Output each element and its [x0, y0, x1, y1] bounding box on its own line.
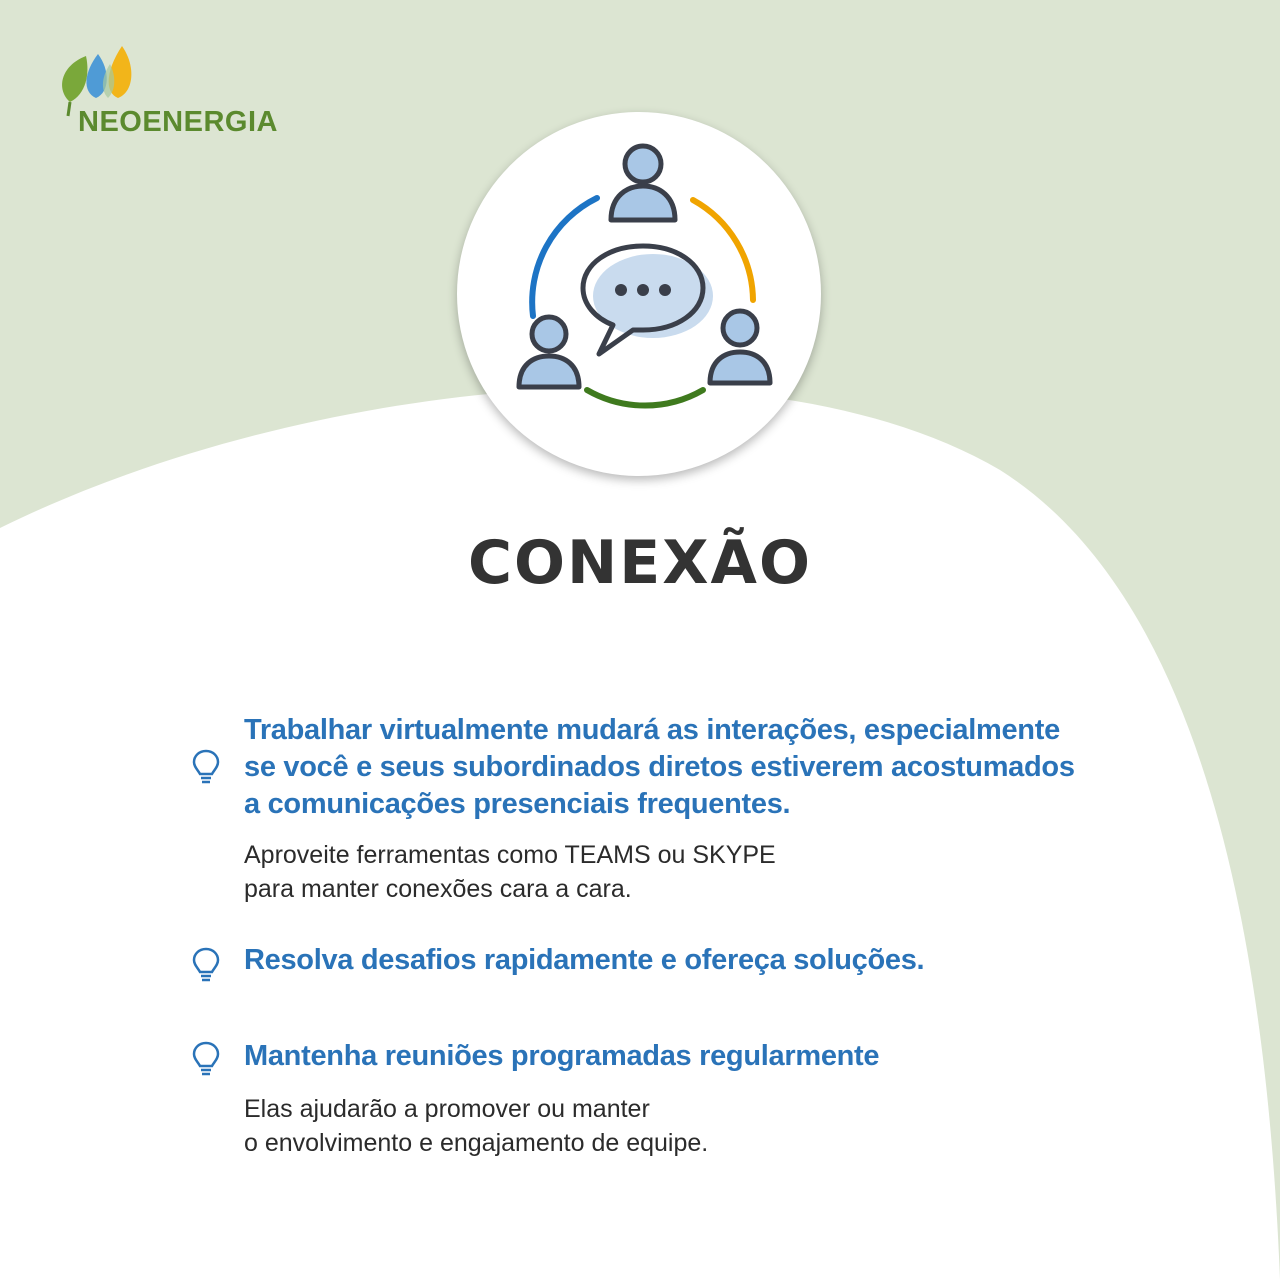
page-title-text: CONEXÃO [468, 528, 812, 598]
tip-body-line: o envolvimento e engajamento de equipe. [244, 1129, 709, 1157]
lightbulb-icon [190, 946, 222, 984]
tip-heading-line: Mantenha reuniões programadas regularmente [244, 1040, 880, 1072]
tip-item-solve-challenges [190, 942, 1110, 992]
tip-item-virtual-work [190, 712, 1110, 912]
logo-wordmark: NEOENERGIA [78, 106, 278, 138]
tip-item-regular-meetings [190, 1038, 1110, 1168]
tip-body-line: para manter conexões cara a cara. [244, 875, 632, 903]
team-chat-icon [457, 112, 821, 476]
page-title [0, 528, 1280, 598]
tip-heading-line: Resolva desafios rapidamente e ofereça soluções. [244, 944, 925, 976]
tip-heading-line: se você e seus subordinados diretos estiverem acostumados [244, 751, 1075, 783]
tip-heading-line: a comunicações presenciais frequentes. [244, 788, 791, 820]
tip-body-line: Elas ajudarão a promover ou manter [244, 1095, 650, 1123]
connection-icon-badge [457, 112, 821, 476]
lightbulb-icon [190, 1040, 222, 1078]
tip-body [244, 1092, 1044, 1160]
tip-heading [244, 712, 1114, 823]
tip-heading [244, 942, 1114, 979]
lightbulb-icon [190, 748, 222, 786]
tip-body-line: Aproveite ferramentas como TEAMS ou SKYPE [244, 841, 776, 869]
tip-heading [244, 1038, 1114, 1075]
tip-body [244, 838, 1044, 906]
tip-heading-line: Trabalhar virtualmente mudará as interações, especialmente [244, 714, 1060, 746]
